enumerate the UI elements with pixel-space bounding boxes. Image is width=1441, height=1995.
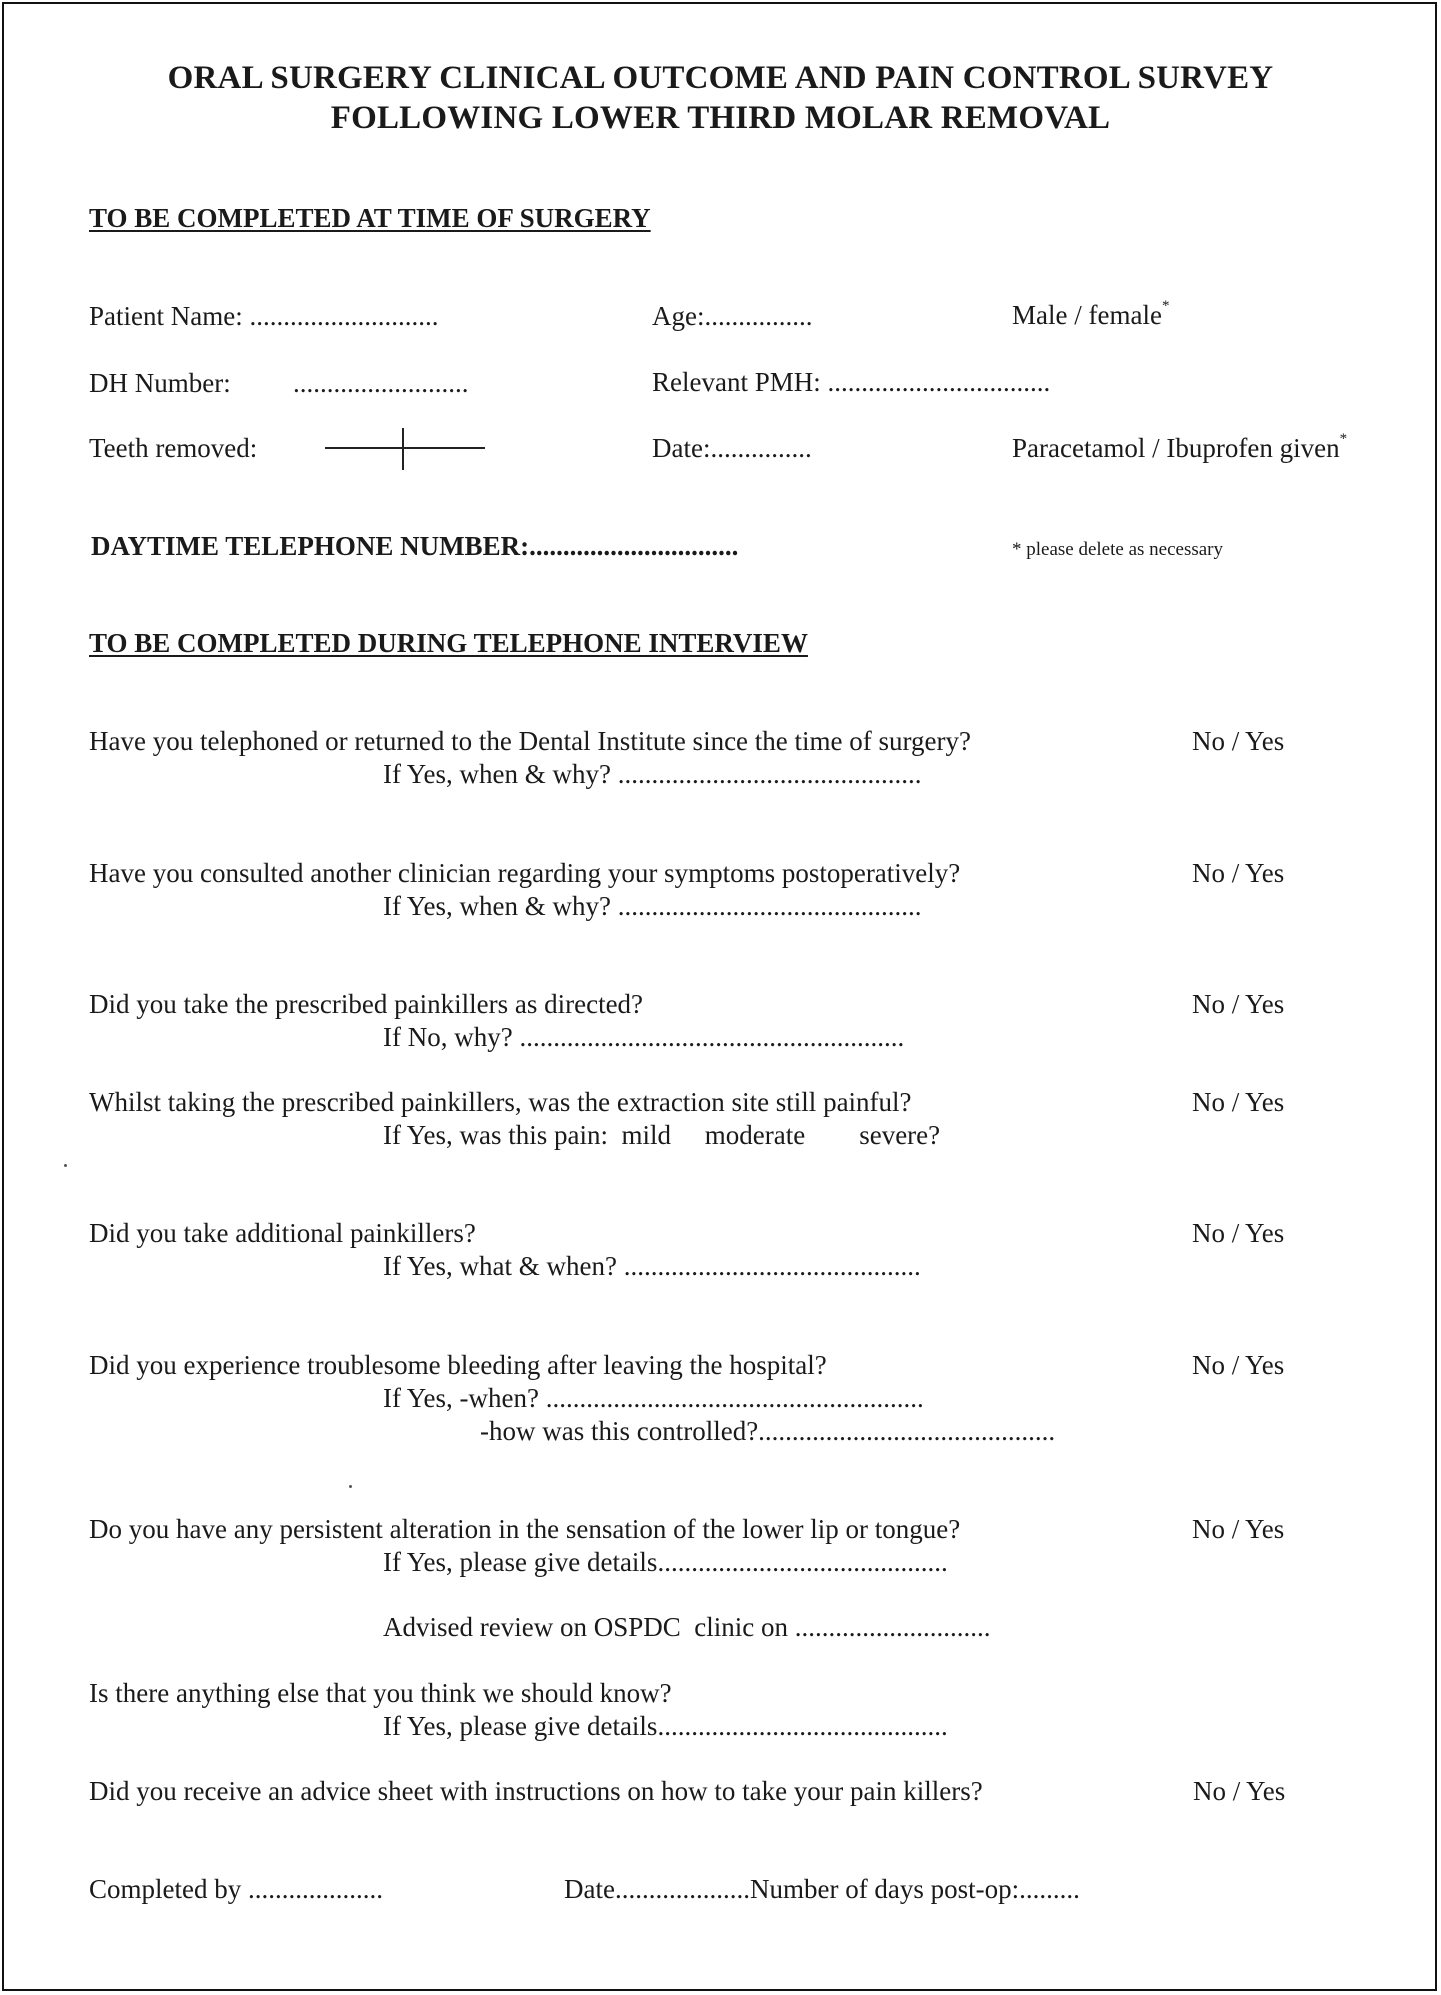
question-5: Did you take additional painkillers?: [89, 1218, 476, 1248]
form-title-line1: ORAL SURGERY CLINICAL OUTCOME AND PAIN CONTROL SURVEY: [167, 60, 1274, 96]
yes-no-option-q3[interactable]: No / Yes: [1192, 989, 1285, 1019]
form-title-line2: FOLLOWING LOWER THIRD MOLAR REMOVAL: [330, 100, 1111, 136]
sex-label: Male / female: [1012, 300, 1162, 330]
relevant-pmh-field[interactable]: Relevant PMH: .................................: [652, 367, 1051, 397]
question-6-followup-how[interactable]: -how was this controlled?............................................: [480, 1416, 1056, 1446]
dental-chart-horizontal-line: [325, 447, 485, 449]
completed-by-field[interactable]: Completed by ....................: [89, 1874, 383, 1904]
question-7-followup[interactable]: If Yes, please give details...........................................: [383, 1547, 948, 1577]
analgesia-label: Paracetamol / Ibuprofen given: [1012, 433, 1340, 463]
section-heading-telephone: TO BE COMPLETED DURING TELEPHONE INTERVIEW: [89, 628, 808, 658]
teeth-removed-label: Teeth removed:: [89, 433, 258, 463]
analgesia-field[interactable]: [1012, 433, 1347, 464]
question-3-followup[interactable]: If No, why? .........................................................: [383, 1022, 905, 1052]
yes-no-option-q9[interactable]: No / Yes: [1193, 1776, 1286, 1806]
delete-note: * please delete as necessary: [1012, 539, 1224, 560]
question-6-followup-when[interactable]: If Yes, -when? ........................................................: [383, 1383, 924, 1413]
yes-no-option-q1[interactable]: No / Yes: [1192, 726, 1285, 756]
dh-number-label: DH Number:: [89, 368, 231, 398]
yes-no-option-q6[interactable]: No / Yes: [1192, 1350, 1285, 1380]
question-6: Did you experience troublesome bleeding after leaving the hospital?: [89, 1350, 827, 1380]
question-1-followup[interactable]: If Yes, when & why? .............................................: [383, 759, 922, 789]
asterisk: *: [1339, 431, 1348, 447]
question-2: Have you consulted another clinician regarding your symptoms postoperatively?: [89, 858, 961, 888]
stray-mark: [349, 1485, 352, 1488]
dental-chart-vertical-line: [402, 428, 404, 470]
question-5-followup[interactable]: If Yes, what & when? ............................................: [383, 1251, 921, 1281]
question-8: Is there anything else that you think we should know?: [89, 1678, 672, 1708]
question-7: Do you have any persistent alteration in the sensation of the lower lip or tongue?: [89, 1514, 961, 1544]
question-3: Did you take the prescribed painkillers as directed?: [89, 989, 644, 1019]
stray-mark: [64, 1164, 67, 1167]
question-4: Whilst taking the prescribed painkillers, was the extraction site still painful?: [89, 1087, 912, 1117]
yes-no-option-q4[interactable]: No / Yes: [1192, 1087, 1285, 1117]
sex-field[interactable]: [1012, 300, 1169, 331]
age-field[interactable]: Age:................: [652, 301, 813, 331]
yes-no-option-q7[interactable]: No / Yes: [1192, 1514, 1285, 1544]
telephone-field[interactable]: DAYTIME TELEPHONE NUMBER:...............................: [91, 531, 739, 561]
patient-name-field[interactable]: Patient Name: ............................: [89, 301, 439, 331]
question-4-followup[interactable]: If Yes, was this pain: mild moderate severe?: [383, 1120, 941, 1150]
asterisk: *: [1161, 298, 1170, 314]
dh-number-field[interactable]: ..........................: [293, 368, 469, 398]
dental-chart-cross[interactable]: [325, 428, 485, 470]
section-heading-surgery: TO BE COMPLETED AT TIME OF SURGERY: [89, 203, 651, 233]
question-1: Have you telephoned or returned to the Dental Institute since the time of surgery?: [89, 726, 971, 756]
question-2-followup[interactable]: If Yes, when & why? .............................................: [383, 891, 922, 921]
date-field[interactable]: Date:...............: [652, 433, 812, 463]
yes-no-option-q5[interactable]: No / Yes: [1192, 1218, 1285, 1248]
question-8-followup[interactable]: If Yes, please give details...........................................: [383, 1711, 948, 1741]
date-days-postop-field[interactable]: Date....................Number of days post-op:.........: [564, 1874, 1080, 1904]
review-clinic-field[interactable]: Advised review on OSPDC clinic on .............................: [383, 1612, 991, 1642]
question-9: Did you receive an advice sheet with instructions on how to take your pain killers?: [89, 1776, 983, 1806]
yes-no-option-q2[interactable]: No / Yes: [1192, 858, 1285, 888]
